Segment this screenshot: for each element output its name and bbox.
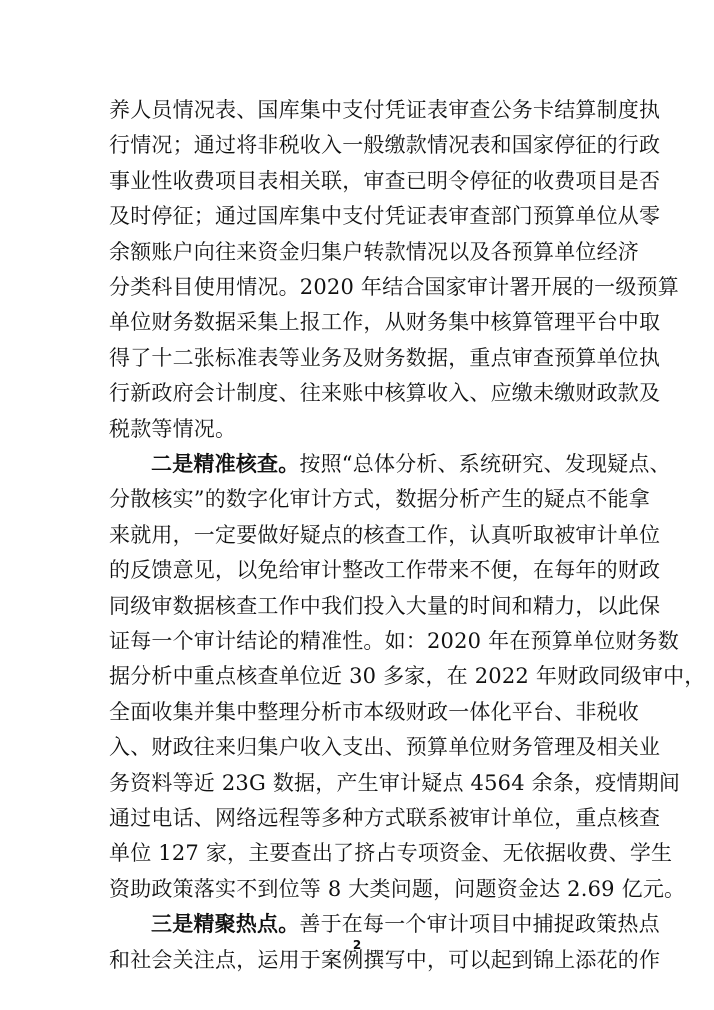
paragraph-line: 事业性收费项目表相关联，审查已明令停征的收费项目是否 <box>109 169 661 193</box>
section-3-heading: 三是精聚热点。 <box>151 911 300 936</box>
paragraph-line: 来就用，一定要做好疑点的核查工作，认真听取被审计单位 <box>109 523 661 547</box>
paragraph-line: 及时停征；通过国库集中支付凭证表审查部门预算单位从零 <box>109 204 661 228</box>
paragraph-line: 行情况；通过将非税收入一般缴款情况表和国家停征的行政 <box>109 133 661 157</box>
section-2-first-line-text: 按照“总体分析、系统研究、发现疑点、 <box>299 452 671 476</box>
section-2-heading: 二是精准核查。 <box>151 451 300 476</box>
paragraph-line: 通过电话、网络远程等多种方式联系被审计单位，重点核查 <box>109 806 661 830</box>
paragraph-line: 入、财政往来归集户收入支出、预算单位财务管理及相关业 <box>109 735 661 759</box>
paragraph-line: 单位 127 家，主要查出了挤占专项资金、无依据收费、学生 <box>109 841 673 865</box>
paragraph-line: 和社会关注点，运用于案例撰写中，可以起到锦上添花的作 <box>109 948 661 972</box>
paragraph-line: 税款等情况。 <box>109 417 237 441</box>
paragraph-line: 务资料等近 23G 数据，产生审计疑点 4564 余条，疫情期间 <box>109 771 681 795</box>
paragraph-line: 行新政府会计制度、往来账中核算收入、应缴未缴财政款及 <box>109 381 661 405</box>
paragraph-line: 单位财务数据采集上报工作，从财务集中核算管理平台中取 <box>109 310 661 334</box>
section-3-first-line-text: 善于在每一个审计项目中捕捉政策热点 <box>299 912 660 936</box>
section-2-first-line <box>109 449 671 479</box>
paragraph-line: 证每一个审计结论的精准性。如：2020 年在预算单位财务数 <box>109 629 679 653</box>
page-number: 2 <box>352 938 362 952</box>
paragraph-line: 的反馈意见，以免给审计整改工作带来不便，在每年的财政 <box>109 558 661 582</box>
paragraph-line: 余额账户向往来资金归集户转款情况以及各预算单位经济 <box>109 240 639 264</box>
section-3-first-line <box>109 909 660 939</box>
paragraph-line: 同级审数据核查工作中我们投入大量的时间和精力，以此保 <box>109 594 661 618</box>
paragraph-line: 分散核实”的数字化审计方式，数据分析产生的疑点不能拿 <box>109 487 650 511</box>
paragraph-line: 全面收集并集中整理分析市本级财政一体化平台、非税收 <box>109 700 639 724</box>
paragraph-line: 养人员情况表、国库集中支付凭证表审查公务卡结算制度执 <box>109 98 661 122</box>
paragraph-line: 资助政策落实不到位等 8 大类问题，问题资金达 2.69 亿元。 <box>109 877 686 901</box>
paragraph-line: 据分析中重点核查单位近 30 多家，在 2022 年财政同级审中， <box>109 664 706 688</box>
paragraph-line: 分类科目使用情况。2020 年结合国家审计署开展的一级预算 <box>109 275 679 299</box>
paragraph-line: 得了十二张标准表等业务及财务数据，重点审查预算单位执 <box>109 346 661 370</box>
